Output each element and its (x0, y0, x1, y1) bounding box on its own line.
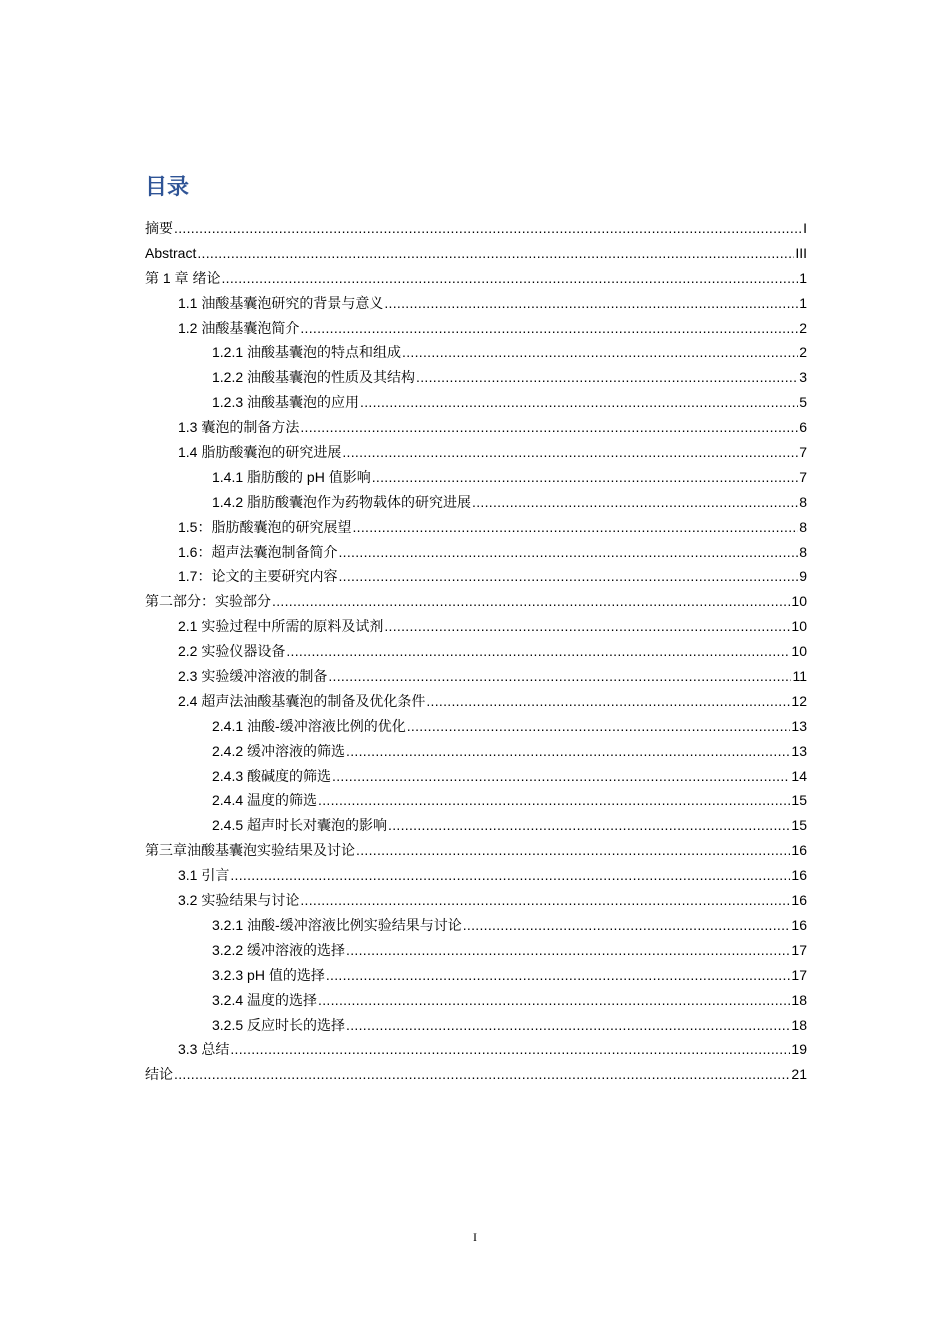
toc-entry-page: 2 (799, 319, 807, 336)
toc-entry-text: 2.3 实验缓冲溶液的制备 (178, 668, 328, 685)
toc-entry[interactable] (145, 739, 807, 764)
toc-dot-leader (230, 1037, 790, 1062)
toc-entry[interactable] (145, 963, 807, 988)
toc-entry-page: 18 (791, 991, 807, 1008)
toc-entry-text: 1.4 脂肪酸囊泡的研究进展 (178, 444, 342, 461)
toc-entry-text: 2.4 超声法油酸基囊泡的制备及优化条件 (178, 692, 426, 709)
toc-entry-page: III (795, 244, 807, 261)
toc-dot-leader (286, 639, 790, 664)
toc-dot-leader (300, 888, 790, 913)
toc-entry-text: 摘要 (145, 220, 173, 236)
toc-dot-leader (328, 664, 791, 689)
toc-dot-leader (332, 764, 790, 789)
toc-dot-leader (346, 1013, 790, 1038)
toc-entry-page: 1 (799, 294, 807, 311)
toc-entry[interactable] (145, 564, 807, 589)
toc-entry-text: 3.1 引言 (178, 867, 230, 884)
toc-entry-text: 3.2.1 油酸-缓冲溶液比例实验结果与讨论 (212, 916, 462, 933)
toc-entry[interactable] (145, 614, 807, 639)
toc-dot-leader (326, 963, 791, 988)
toc-dot-leader (372, 465, 799, 490)
toc-entry-text: 1.7：论文的主要研究内容 (178, 568, 338, 585)
toc-dot-leader (272, 589, 790, 614)
toc-dot-leader (402, 340, 798, 365)
toc-entry-text: 第 1 章 绪论 (145, 269, 221, 286)
toc-entry[interactable] (145, 415, 807, 440)
toc-entry-text: 1.2.3 油酸基囊泡的应用 (212, 394, 360, 411)
toc-entry-page: 18 (791, 1016, 807, 1033)
toc-entry[interactable] (145, 664, 807, 689)
toc-dot-leader (342, 440, 798, 465)
toc-dot-leader (384, 291, 798, 316)
toc-entry[interactable] (145, 913, 807, 938)
toc-dot-leader (472, 490, 798, 515)
toc-dot-leader (388, 813, 790, 838)
toc-entry[interactable] (145, 988, 807, 1013)
toc-entry-page: 8 (799, 543, 807, 560)
toc-entry-text: 1.4.2 脂肪酸囊泡作为药物载体的研究进展 (212, 493, 472, 510)
toc-entry-page: 14 (791, 767, 807, 784)
toc-entry-page: 10 (791, 643, 807, 660)
toc-entry-page: 13 (791, 717, 807, 734)
toc-entry-text: 1.6：超声法囊泡制备简介 (178, 543, 338, 560)
toc-entry[interactable] (145, 689, 807, 714)
toc-dot-leader (318, 988, 790, 1013)
toc-entry-text: 3.3 总结 (178, 1041, 230, 1058)
toc-dot-leader (300, 415, 798, 440)
toc-list (145, 216, 807, 1087)
toc-entry-page: I (803, 220, 807, 236)
toc-entry-text: 2.4.5 超声时长对囊泡的影响 (212, 817, 388, 834)
toc-entry[interactable] (145, 316, 807, 341)
toc-entry-page: 6 (799, 419, 807, 436)
toc-entry[interactable] (145, 888, 807, 913)
toc-entry-text: 3.2 实验结果与讨论 (178, 892, 300, 909)
toc-entry-page: 11 (792, 668, 807, 685)
toc-dot-leader (338, 564, 798, 589)
toc-dot-leader (416, 365, 798, 390)
toc-entry-text: 3.2.5 反应时长的选择 (212, 1016, 346, 1033)
toc-dot-leader (318, 788, 790, 813)
toc-entry[interactable] (145, 1037, 807, 1062)
toc-entry-page: 13 (791, 742, 807, 759)
toc-entry[interactable] (145, 465, 807, 490)
toc-entry-page: 8 (799, 518, 807, 535)
toc-entry[interactable] (145, 216, 807, 241)
toc-dot-leader (426, 689, 790, 714)
toc-entry-text: 第三章油酸基囊泡实验结果及讨论 (145, 842, 355, 859)
page-number: I (473, 1230, 477, 1244)
toc-entry[interactable] (145, 813, 807, 838)
toc-entry-text: 3.2.4 温度的选择 (212, 991, 318, 1008)
toc-entry-text: 2.4.2 缓冲溶液的筛选 (212, 742, 346, 759)
toc-entry-page: 19 (791, 1041, 807, 1058)
toc-dot-leader (407, 714, 791, 739)
toc-entry-page: 1 (799, 269, 807, 286)
toc-entry[interactable] (145, 788, 807, 813)
toc-entry-page: 9 (799, 568, 807, 585)
toc-entry[interactable] (145, 390, 807, 415)
toc-dot-leader (174, 1062, 790, 1087)
toc-entry[interactable] (145, 938, 807, 963)
toc-entry-page: 15 (791, 817, 807, 834)
toc-dot-leader (346, 739, 790, 764)
toc-entry[interactable] (145, 639, 807, 664)
toc-entry-text: 3.2.2 缓冲溶液的选择 (212, 941, 346, 958)
toc-entry-page: 16 (791, 892, 807, 909)
toc-dot-leader (360, 390, 798, 415)
toc-entry-page: 10 (791, 593, 807, 610)
toc-entry-page: 5 (799, 394, 807, 411)
toc-entry[interactable] (145, 340, 807, 365)
toc-entry-text: 2.4.1 油酸-缓冲溶液比例的优化 (212, 717, 406, 734)
toc-entry[interactable] (145, 1013, 807, 1038)
toc-entry-page: 17 (791, 941, 807, 958)
toc-dot-leader (463, 913, 791, 938)
toc-entry-page: 7 (799, 468, 807, 485)
toc-entry-text: 1.4.1 脂肪酸的 pH 值影响 (212, 468, 371, 485)
toc-entry-text: 2.4.4 温度的筛选 (212, 792, 318, 809)
toc-entry-page: 10 (791, 618, 807, 635)
toc-entry-text: 2.1 实验过程中所需的原料及试剂 (178, 618, 384, 635)
toc-entry-page: 7 (799, 444, 807, 461)
toc-dot-leader (221, 266, 798, 291)
toc-entry-text: 1.2.1 油酸基囊泡的特点和组成 (212, 344, 402, 361)
toc-entry-text: 1.5：脂肪酸囊泡的研究展望 (178, 518, 352, 535)
toc-dot-leader (356, 838, 790, 863)
toc-entry-text: 1.2.2 油酸基囊泡的性质及其结构 (212, 369, 416, 386)
toc-entry-page: 16 (791, 842, 807, 859)
toc-entry-page: 12 (791, 692, 807, 709)
toc-dot-leader (300, 316, 798, 341)
toc-entry-page: 8 (799, 493, 807, 510)
toc-dot-leader (197, 241, 794, 266)
toc-entry-text: Abstract (145, 244, 197, 261)
toc-entry[interactable] (145, 714, 807, 739)
toc-entry-page: 16 (791, 867, 807, 884)
toc-entry[interactable] (145, 291, 807, 316)
toc-entry-text: 1.3 囊泡的制备方法 (178, 419, 300, 436)
toc-dot-leader (230, 863, 790, 888)
toc-entry[interactable] (145, 440, 807, 465)
toc-entry-text: 结论 (145, 1066, 173, 1083)
toc-entry-page: 3 (799, 369, 807, 386)
toc-entry[interactable] (145, 241, 807, 266)
toc-entry-text: 2.2 实验仪器设备 (178, 643, 286, 660)
toc-entry-page: 17 (791, 966, 807, 983)
toc-entry-page: 2 (799, 344, 807, 361)
toc-entry[interactable] (145, 540, 807, 565)
toc-dot-leader (384, 614, 790, 639)
toc-entry-page: 16 (791, 916, 807, 933)
toc-entry-text: 2.4.3 酸碱度的筛选 (212, 767, 332, 784)
toc-entry[interactable] (145, 863, 807, 888)
toc-entry[interactable] (145, 490, 807, 515)
toc-entry[interactable] (145, 764, 807, 789)
toc-entry[interactable] (145, 838, 807, 863)
toc-dot-leader (352, 515, 798, 540)
toc-entry[interactable] (145, 1062, 807, 1087)
toc-entry-text: 1.1 油酸基囊泡研究的背景与意义 (178, 294, 384, 311)
toc-entry[interactable] (145, 365, 807, 390)
toc-dot-leader (346, 938, 790, 963)
toc-entry[interactable] (145, 266, 807, 291)
toc-entry-page: 21 (791, 1066, 807, 1083)
toc-dot-leader (338, 540, 798, 565)
toc-entry-text: 3.2.3 pH 值的选择 (212, 966, 325, 983)
toc-entry-text: 第二部分：实验部分 (145, 593, 271, 610)
toc-entry[interactable] (145, 515, 807, 540)
toc-entry-text: 1.2 油酸基囊泡简介 (178, 319, 300, 336)
toc-entry-page: 15 (791, 792, 807, 809)
toc-title: 目录 (145, 174, 190, 199)
toc-entry[interactable] (145, 589, 807, 614)
toc-dot-leader (174, 216, 802, 241)
